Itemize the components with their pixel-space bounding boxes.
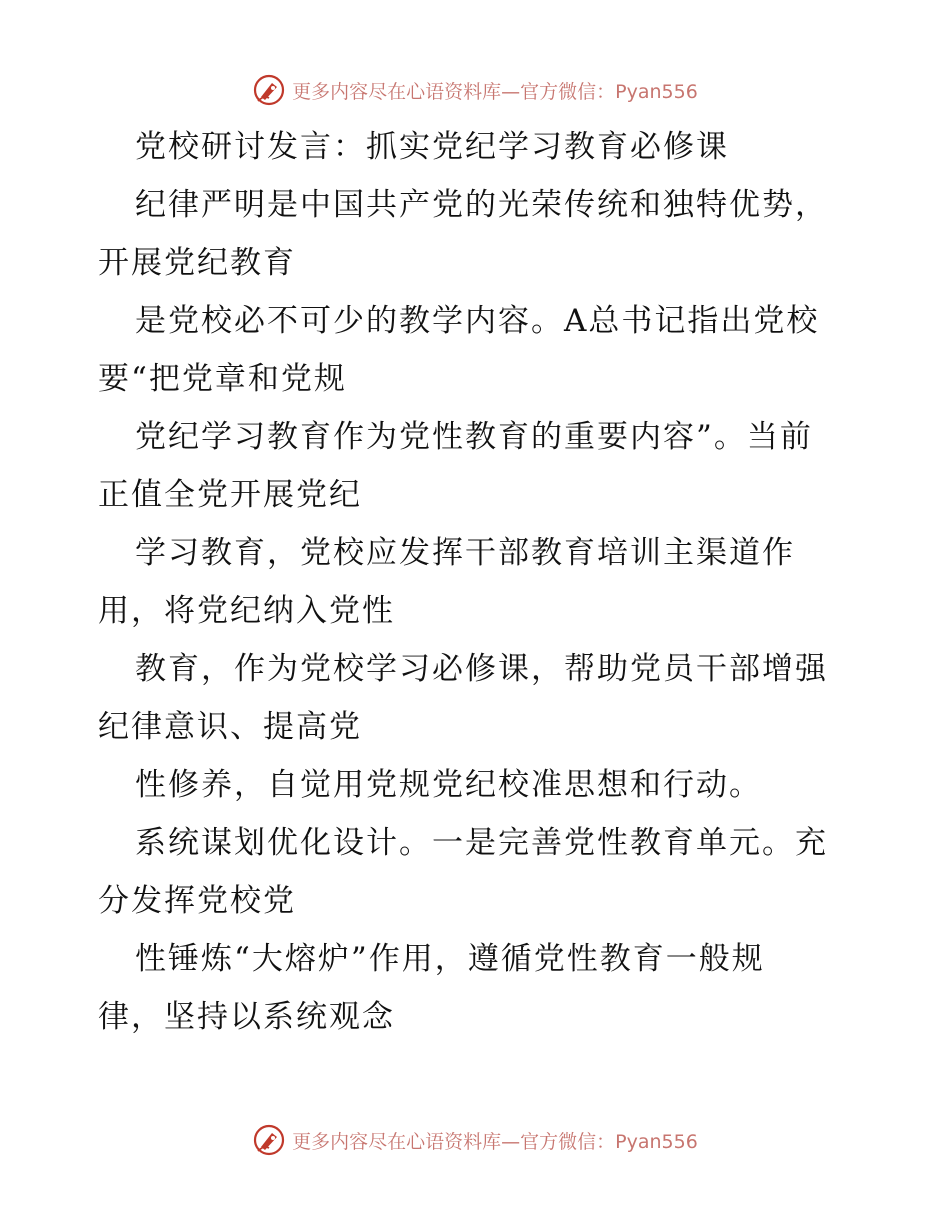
paragraph-line: 律，坚持以系统观念 xyxy=(98,999,395,1035)
paragraph-line: 系统谋划优化设计。一是完善党性教育单元。充 xyxy=(135,825,828,861)
header-watermark-banner xyxy=(0,70,950,110)
pen-nib-logo-icon xyxy=(252,73,286,107)
document-title: 党校研讨发言：抓实党纪学习教育必修课 xyxy=(135,129,729,165)
paragraph-line: 纪律严明是中国共产党的光荣传统和独特优势， xyxy=(135,187,828,223)
header-watermark-text: 更多内容尽在心语资料库—官方微信：Pyan556 xyxy=(292,80,698,103)
paragraph-line: 党纪学习教育作为党性教育的重要内容”。当前 xyxy=(135,419,813,455)
paragraph-line: 性修养，自觉用党规党纪校准思想和行动。 xyxy=(135,767,762,803)
paragraph-line: 学习教育，党校应发挥干部教育培训主渠道作 xyxy=(135,535,795,571)
pen-nib-logo-icon xyxy=(252,1123,286,1157)
paragraph-line: 纪律意识、提高党 xyxy=(98,709,362,745)
footer-watermark-banner xyxy=(0,1120,950,1160)
footer-watermark-text: 更多内容尽在心语资料库—官方微信：Pyan556 xyxy=(292,1130,698,1153)
paragraph-line: 要“把党章和党规 xyxy=(98,361,347,397)
paragraph-line: 性锤炼“大熔炉”作用，遵循党性教育一般规 xyxy=(135,941,765,977)
document-body xyxy=(98,118,858,1046)
paragraph-line: 教育，作为党校学习必修课，帮助党员干部增强 xyxy=(135,651,828,687)
paragraph-line: 正值全党开展党纪 xyxy=(98,477,362,513)
paragraph-line: 开展党纪教育 xyxy=(98,245,296,281)
paragraph-line: 用，将党纪纳入党性 xyxy=(98,593,395,629)
paragraph-line: 分发挥党校党 xyxy=(98,883,296,919)
paragraph-line: 是党校必不可少的教学内容。A总书记指出党校 xyxy=(135,303,820,339)
